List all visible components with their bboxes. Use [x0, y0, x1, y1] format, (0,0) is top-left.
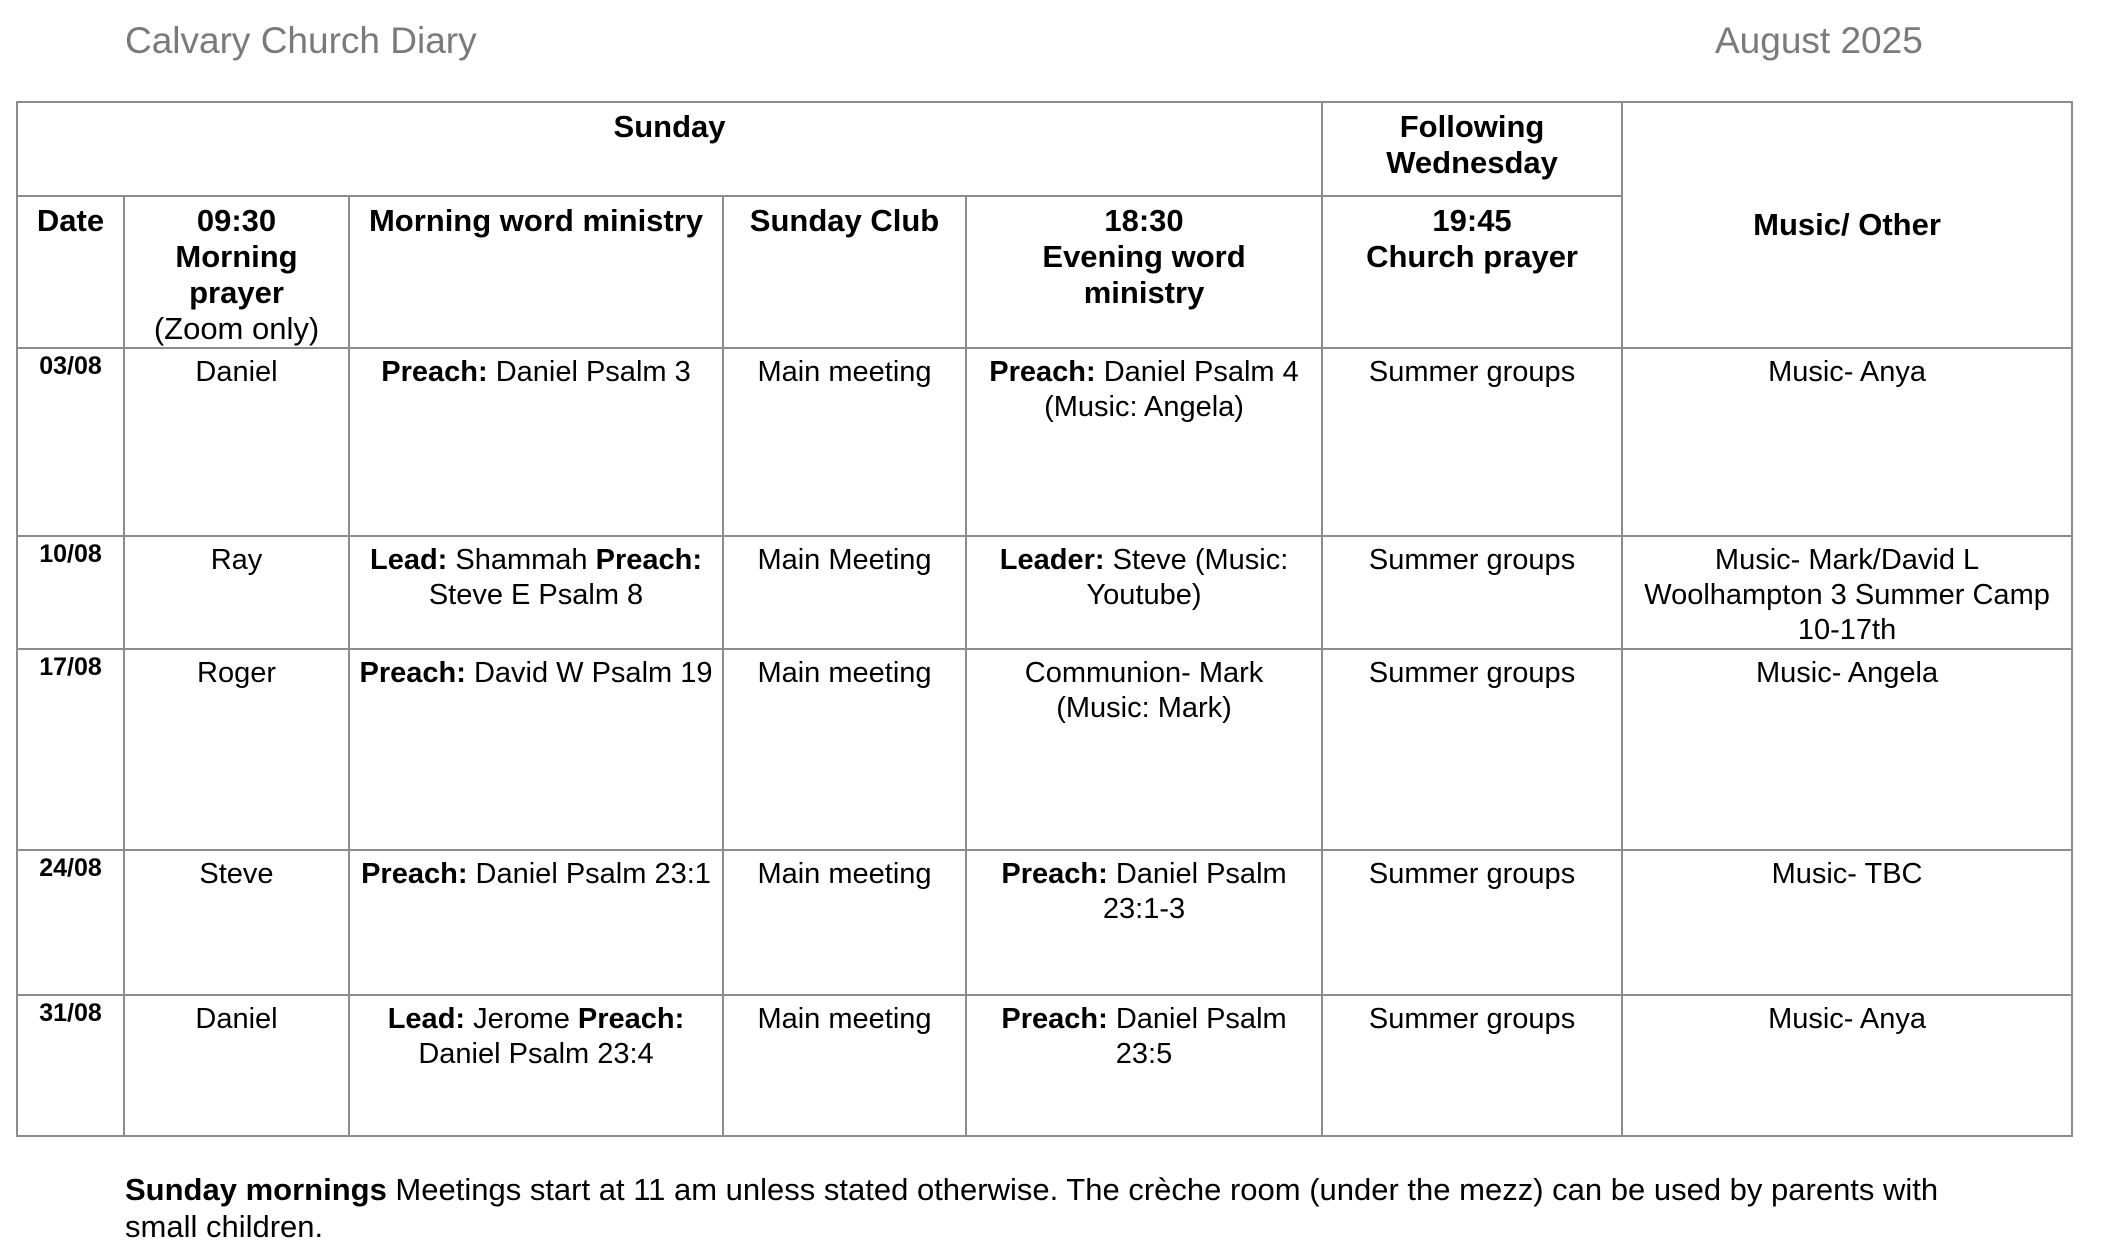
- date-cell: 03/08: [17, 348, 124, 536]
- cell-text: Daniel Psalm 4 (Music: Angela): [1044, 356, 1307, 423]
- footer-text: Meetings start at 11 am unless stated otherwise. The crèche room (under the mezz) can be used by parents with small children.: [125, 1172, 1939, 1244]
- morning-prayer-column-header: [124, 196, 349, 348]
- footer-note: [125, 1171, 2015, 1245]
- wednesday-group-header: [1322, 102, 1622, 196]
- cell-text: Woolhampton 3 Summer Camp 10-17th: [1644, 579, 2058, 646]
- cell-text: Preach:: [989, 356, 1096, 388]
- table-row: [17, 649, 2072, 850]
- morning-prayer-time: 09:30: [196, 203, 277, 238]
- date-cell: 10/08: [17, 536, 124, 649]
- cell-text: Lead:: [369, 544, 448, 576]
- cell-text: Leader:: [999, 544, 1105, 576]
- morning-prayer-cell: Daniel: [124, 995, 349, 1136]
- morning-word-column-header: [349, 196, 723, 348]
- music-other-cell: [1622, 536, 2072, 649]
- diary-table: [16, 101, 2073, 1137]
- cell-text: Preach:: [381, 356, 488, 388]
- morning-prayer-cell: Roger: [124, 649, 349, 850]
- morning-word-cell: [349, 850, 723, 995]
- church-prayer-cell: Summer groups: [1322, 348, 1622, 536]
- cell-text: Music- Anya: [1768, 356, 1927, 388]
- date-cell: 17/08: [17, 649, 124, 850]
- cell-text: Shammah: [447, 544, 596, 576]
- music-other-cell: [1622, 995, 2072, 1136]
- morning-word-label: Morning word ministry: [368, 203, 704, 238]
- morning-prayer-cell: Daniel: [124, 348, 349, 536]
- cell-text: David W Psalm 19: [465, 657, 713, 689]
- cell-text: Steve E Psalm 8: [428, 544, 711, 611]
- sunday-club-cell: Main meeting: [723, 348, 966, 536]
- cell-text: Preach:: [1001, 1003, 1108, 1035]
- morning-prayer-cell: Steve: [124, 850, 349, 995]
- cell-text: Daniel Psalm 23:5: [1107, 1003, 1295, 1070]
- evening-label-line2: ministry: [1083, 275, 1205, 310]
- music-other-cell: [1622, 348, 2072, 536]
- sunday-club-cell: Main meeting: [723, 995, 966, 1136]
- sunday-club-cell: Main meeting: [723, 649, 966, 850]
- table-row: [17, 536, 2072, 649]
- cell-text: Music- TBC: [1771, 858, 1923, 890]
- cell-text: Daniel Psalm 23:4: [418, 1003, 693, 1070]
- footer-bold: Sunday mornings: [125, 1172, 387, 1207]
- cell-text: Music- Anya: [1768, 1003, 1927, 1035]
- document-month: August 2025: [1715, 20, 1923, 61]
- cell-text: Steve (Music: Youtube): [1086, 544, 1296, 611]
- evening-word-cell: [966, 649, 1322, 850]
- church-prayer-cell: Summer groups: [1322, 649, 1622, 850]
- date-cell: 24/08: [17, 850, 124, 995]
- morning-prayer-cell: Ray: [124, 536, 349, 649]
- church-prayer-label: Church prayer: [1366, 239, 1578, 274]
- cell-text: Preach:: [361, 858, 468, 890]
- morning-word-cell: [349, 995, 723, 1136]
- cell-text: Communion- Mark: [1024, 657, 1264, 689]
- sunday-club-label: Sunday Club: [749, 203, 940, 238]
- morning-word-cell: [349, 649, 723, 850]
- morning-word-cell: [349, 536, 723, 649]
- evening-label-line1: Evening word: [1042, 239, 1246, 274]
- evening-word-column-header: [966, 196, 1322, 348]
- morning-word-cell: [349, 348, 723, 536]
- date-column-header: [17, 196, 124, 348]
- cell-text: Music- Angela: [1755, 657, 1939, 689]
- church-prayer-cell: Summer groups: [1322, 850, 1622, 995]
- cell-text: Daniel Psalm 23:1-3: [1102, 858, 1295, 925]
- table-row: [17, 348, 2072, 536]
- music-other-cell: [1622, 850, 2072, 995]
- cell-text: Preach:: [577, 1003, 685, 1035]
- music-other-cell: [1622, 649, 2072, 850]
- cell-text: Preach:: [359, 657, 466, 689]
- evening-time: 18:30: [1104, 203, 1184, 238]
- cell-text: Music- Mark/David L: [1714, 544, 1980, 576]
- table-row: [17, 995, 2072, 1136]
- diary-body: [17, 348, 2072, 1136]
- morning-prayer-label-line2: prayer: [189, 275, 284, 310]
- church-prayer-cell: Summer groups: [1322, 536, 1622, 649]
- church-prayer-column-header: [1322, 196, 1622, 348]
- sunday-club-cell: Main meeting: [723, 850, 966, 995]
- sunday-group-label: Sunday: [613, 109, 726, 144]
- music-other-header: [1622, 102, 2072, 348]
- church-prayer-time: 19:45: [1432, 203, 1512, 238]
- group-header-row: [17, 102, 2072, 196]
- music-other-label: Music/ Other: [1753, 207, 1941, 242]
- cell-text: Preach:: [1001, 858, 1108, 890]
- morning-prayer-label-line1: Morning: [175, 239, 298, 274]
- sunday-club-cell: Main Meeting: [723, 536, 966, 649]
- evening-word-cell: [966, 348, 1322, 536]
- cell-text: (Music: Mark): [1056, 692, 1232, 724]
- evening-word-cell: [966, 995, 1322, 1136]
- wednesday-group-label-line2: Wednesday: [1386, 145, 1558, 180]
- evening-word-cell: [966, 850, 1322, 995]
- document-title: Calvary Church Diary: [125, 20, 477, 61]
- morning-prayer-note: (Zoom only): [153, 311, 320, 346]
- church-prayer-cell: Summer groups: [1322, 995, 1622, 1136]
- cell-text: Lead:: [387, 1003, 466, 1035]
- evening-word-cell: [966, 536, 1322, 649]
- sunday-club-column-header: [723, 196, 966, 348]
- cell-text: Preach:: [595, 544, 703, 576]
- table-row: [17, 850, 2072, 995]
- wednesday-group-label-line1: Following: [1399, 109, 1545, 144]
- date-cell: 31/08: [17, 995, 124, 1136]
- date-column-label: Date: [36, 203, 105, 238]
- cell-text: Daniel Psalm 23:1: [467, 858, 711, 890]
- cell-text: Jerome: [465, 1003, 578, 1035]
- cell-text: Daniel Psalm 3: [487, 356, 691, 388]
- sunday-group-header: [17, 102, 1322, 196]
